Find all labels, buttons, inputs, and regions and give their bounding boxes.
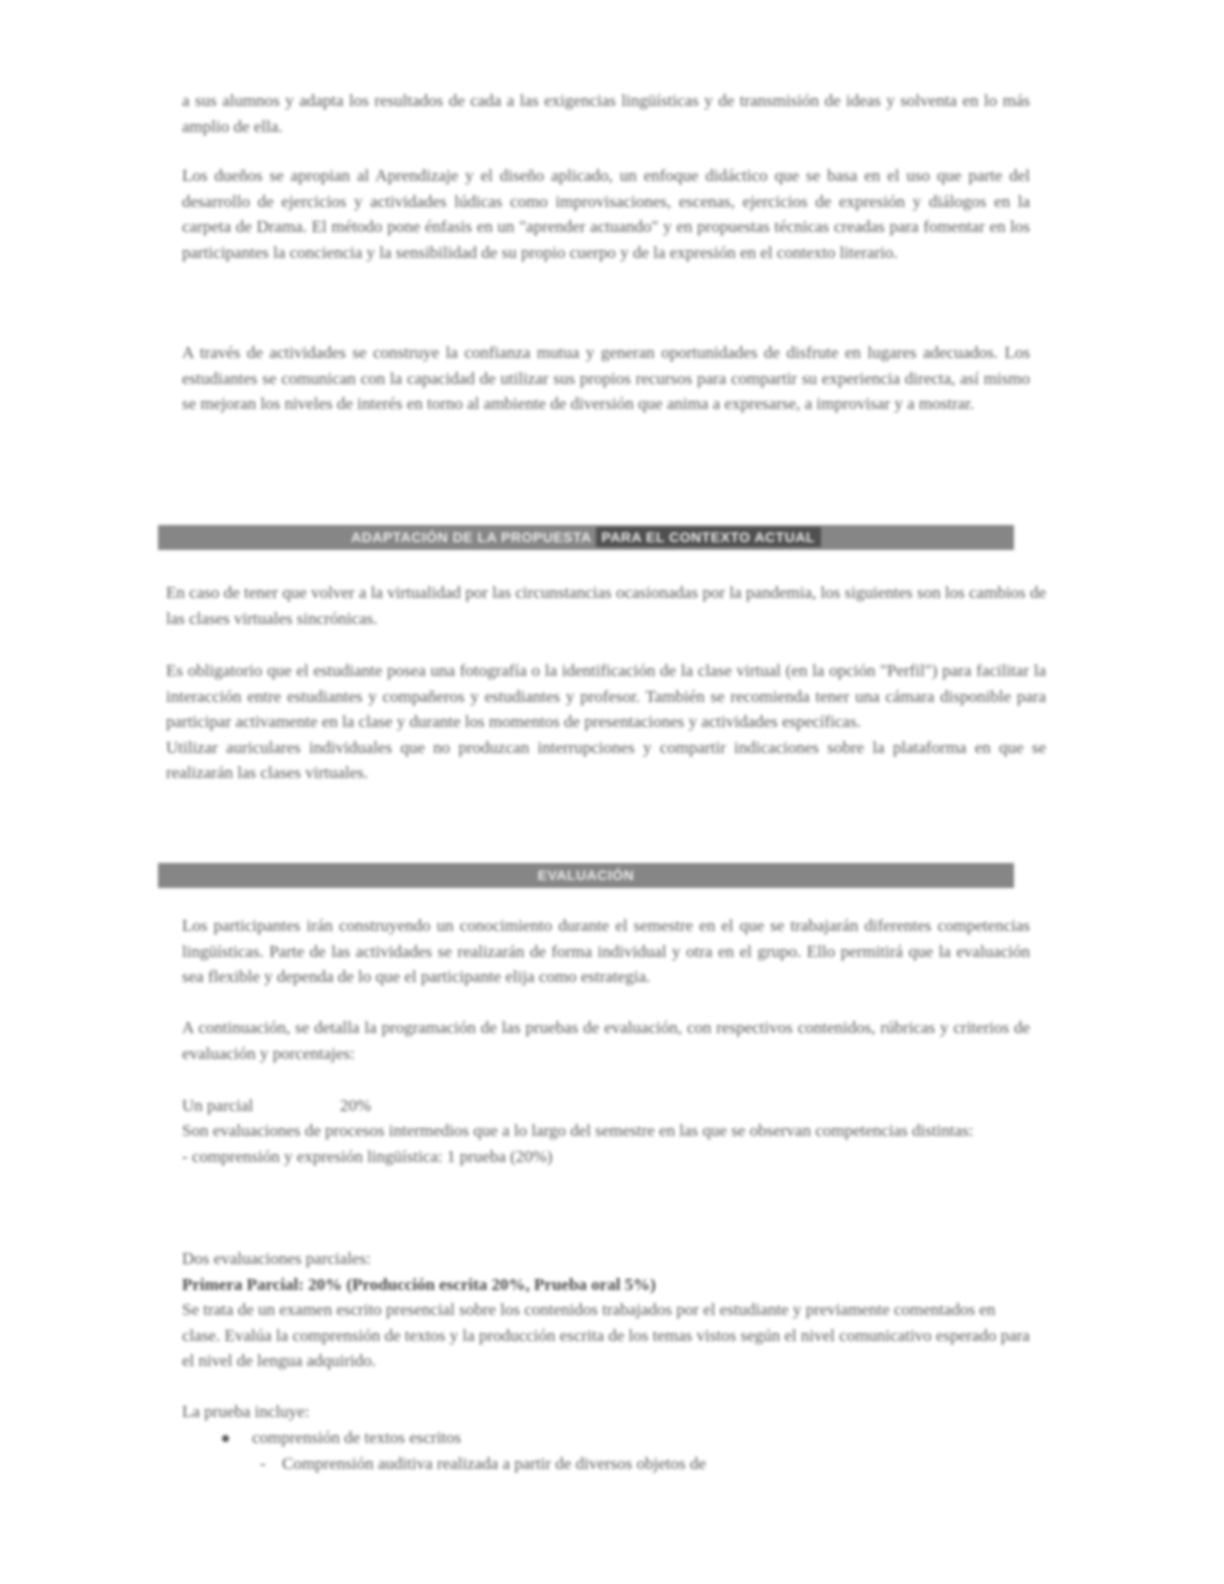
evaluation-paragraph-3-item: - comprensión y expresión lingüística: 1 prueba (20%) — [182, 1146, 553, 1166]
section-header-adaptation — [158, 525, 1014, 550]
evaluation-row-label: Un parcial — [182, 1096, 254, 1115]
evaluation-row — [182, 1093, 371, 1119]
evaluation-paragraph-4 — [182, 1246, 1030, 1374]
evaluation-paragraph-4-body: Se trata de un examen escrito presencial sobre los contenidos trabajados por el estudiante y previamente comentados en clase. Evalúa la comprensión de textos y la producción escrita de los temas vistos según el nivel comunicativo esperado para el nivel de lengua adquirido. — [182, 1300, 1030, 1370]
adaptation-paragraph-2 — [166, 658, 1046, 786]
list-sub-item — [182, 1451, 1030, 1477]
section-header-title: ADAPTACIÓN DE LA PROPUESTA — [351, 529, 592, 545]
evaluation-paragraph-5-title: La prueba incluye: — [182, 1402, 310, 1421]
intro-paragraph-1: a sus alumnos y adapta los resultados de cada a las exigencias lingüísticas y de transmisión de ideas y solventa en lo más amplio de ella. — [182, 91, 1030, 136]
adaptation-paragraph-2a: Es obligatorio que el estudiante posea una fotografía o la identificación de la clase virtual (en la opción "Perfil") para facilitar la interacción entre estudiantes y compañeros y estudiantes y profesor. También se recomienda tener una cámara disponible para participar activamente en la clase y durante los momentos de presentaciones y actividades específicas. — [166, 661, 1046, 731]
intro-paragraph-3: A través de actividades se construye la confianza mutua y generan oportunidades de disfrute en lugares adecuados. Los estudiantes se comunican con la capacidad de utilizar sus propios recursos para compartir su experiencia directa, así mismo se mejoran los niveles de interés en torno al ambiente de diversión que anima a expresarse, a improvisar y a mostrar. — [182, 343, 1030, 413]
evaluation-row-value: 20% — [340, 1096, 372, 1115]
evaluation-paragraph-4-title: Dos evaluaciones parciales: — [182, 1249, 371, 1268]
dash-icon: - — [260, 1453, 266, 1473]
bullet-icon — [222, 1435, 229, 1442]
list-sub-item-text: Comprensión auditiva realizada a partir de diversos objetos de — [282, 1453, 706, 1473]
adaptation-paragraph-2b: Utilizar auriculares individuales que no produzcan interrupciones y compartir indicaciones sobre la plataforma en que se realizarán las clases virtuales. — [166, 737, 1046, 782]
section-header-highlight: PARA EL CONTEXTO ACTUAL — [596, 527, 821, 547]
evaluation-paragraph-4-bold: Primera Parcial: 20% (Producción escrita 20%, Prueba oral 5%) — [182, 1274, 656, 1294]
adaptation-paragraph-1: En caso de tener que volver a la virtualidad por las circunstancias ocasionadas por la pandemia, los siguientes son los cambios de las clases virtuales sincrónicas. — [166, 583, 1046, 628]
evaluation-paragraph-3 — [182, 1118, 1030, 1169]
intro-paragraph-2: Los dueños se apropian al Aprendizaje y el diseño aplicado, un enfoque didáctico que se basa en el uso que parte del desarrollo de ejercicios y actividades lúdicas como improvisaciones, escenas, ejercicios de expresión y diálogos en la carpeta de Drama. El método pone énfasis en un "aprender actuando" y en propuestas técnicas creadas para fomentar en los participantes la conciencia y la sensibilidad de su propio cuerpo y de la expresión en el contexto literario. — [182, 166, 1030, 262]
section-header-title: EVALUACIÓN — [537, 867, 635, 883]
evaluation-paragraph-2: A continuación, se detalla la programación de las pruebas de evaluación, con respectivos contenidos, rúbricas y criterios de evaluación y porcentajes: — [182, 1018, 1030, 1063]
section-header-evaluation — [158, 863, 1014, 888]
evaluation-paragraph-1: Los participantes irán construyendo un conocimiento durante el semestre en el que se trabajarán diferentes competencias lingüísticas. Parte de las actividades se realizarán de forma individual y otra en el grupo. Ello permitirá que la evaluación sea flexible y dependa de lo que el participante elija como estrategia. — [182, 916, 1030, 986]
evaluation-bullet-list — [182, 1425, 1030, 1476]
list-item — [182, 1425, 1030, 1451]
list-item-text: comprensión de textos escritos — [252, 1428, 462, 1447]
evaluation-paragraph-3-text: Son evaluaciones de procesos intermedios que a lo largo del semestre en las que se observan competencias distintas: — [182, 1121, 974, 1140]
